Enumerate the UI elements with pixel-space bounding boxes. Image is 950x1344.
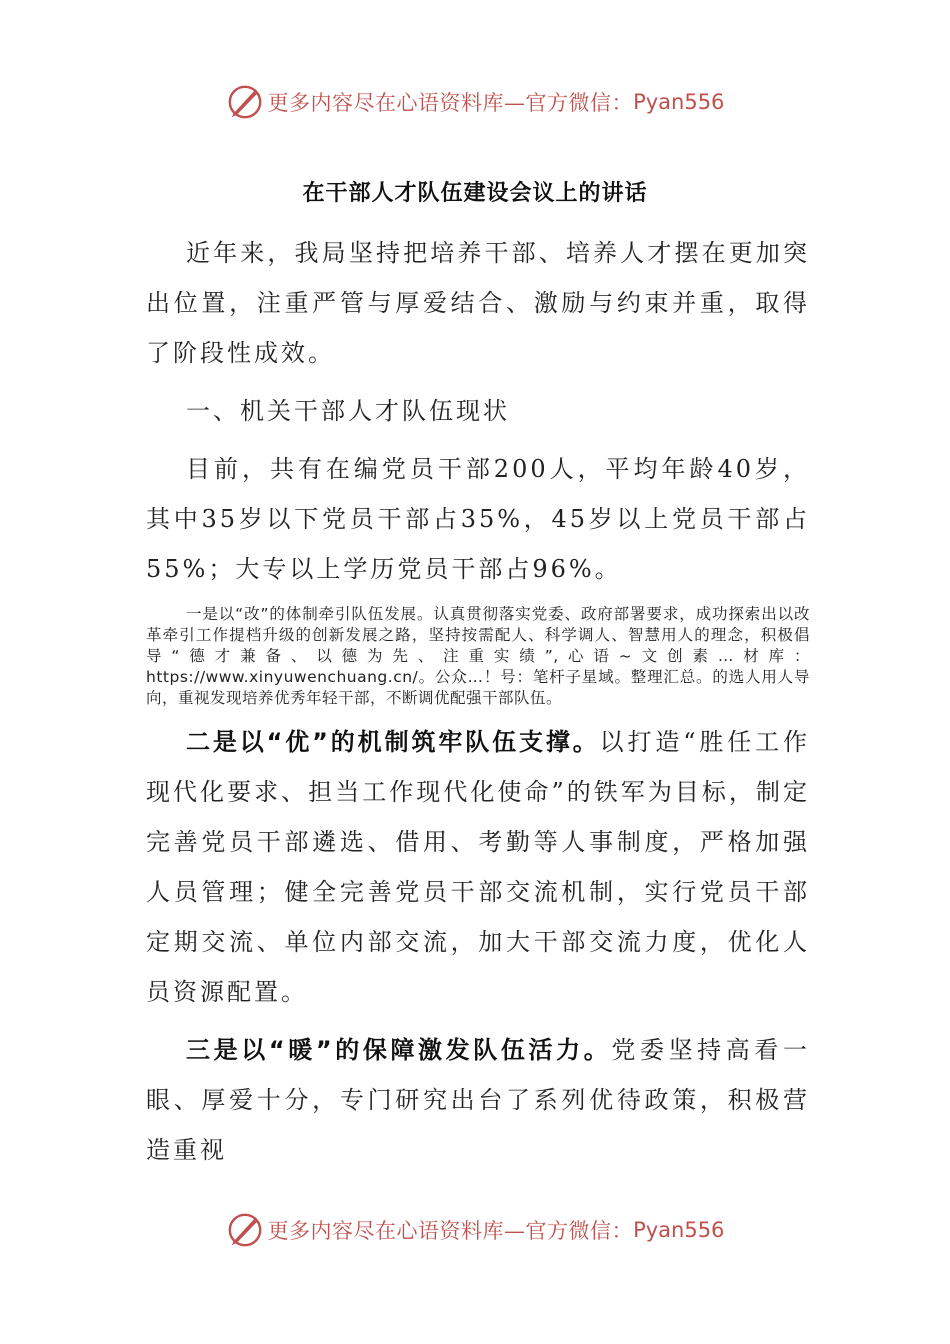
banner-text: 更多内容尽在心语资料库—官方微信： — [267, 1219, 634, 1243]
document-title: 在干部人才队伍建设会议上的讲话 — [302, 181, 648, 206]
pen-logo-icon — [226, 1211, 264, 1249]
paragraph-2-lead: 二是以“优”的机制筑牢队伍支撑。 — [186, 728, 600, 756]
footer-banner — [0, 1208, 950, 1252]
banner-text: 更多内容尽在心语资料库—官方微信： — [267, 91, 634, 115]
paragraph-3-lead: 三是以“暖”的保障激发队伍活力。 — [186, 1036, 612, 1064]
paragraph-3 — [146, 1025, 810, 1175]
section-heading-1: 一、机关干部人才队伍现状 — [186, 397, 510, 425]
stats-paragraph: 目前，共有在编党员干部200人，平均年龄40岁，其中35岁以下党员干部占35%，45岁以上党员干部占55%；大专以上学历党员干部占96%。 — [146, 455, 810, 583]
banner-wechat-id: Pyan556 — [633, 1218, 725, 1242]
pen-logo-icon — [226, 83, 264, 121]
document-body — [146, 228, 810, 1175]
small-text-paragraph: 一是以“改”的体制牵引队伍发展。认真贯彻落实党委、政府部署要求，成功探索出以改革牵引工作提档升级的创新发展之路，坚持按需配人、科学调人、智慧用人的理念，积极倡导“德才兼备、以德为先、注重实绩”,心语~文创素…材库：https://www.xinyuwenchuang.cn/。公众…！号：笔杆子星域。整理汇总。的选人用人导向，重视发现培养优秀年轻干部，不断调优配强干部队伍。 — [146, 605, 810, 707]
paragraph-2-text: 以打造“胜任工作现代化要求、担当工作现代化使命”的铁军为目标，制定完善党员干部遴选、借用、考勤等人事制度，严格加强人员管理；健全完善党员干部交流机制，实行党员干部定期交流、单位内部交流，加大干部交流力度，优化人员资源配置。 — [146, 728, 811, 1006]
header-banner — [0, 80, 950, 124]
paragraph-2 — [146, 717, 810, 1017]
banner-wechat-id: Pyan556 — [633, 90, 725, 114]
intro-paragraph: 近年来，我局坚持把培养干部、培养人才摆在更加突出位置，注重严管与厚爱结合、激励与约束并重，取得了阶段性成效。 — [146, 239, 810, 367]
paragraph-3-text: 党委坚持高看一眼、厚爱十分，专门研究出台了系列优待政策，积极营造重视 — [146, 1036, 811, 1164]
